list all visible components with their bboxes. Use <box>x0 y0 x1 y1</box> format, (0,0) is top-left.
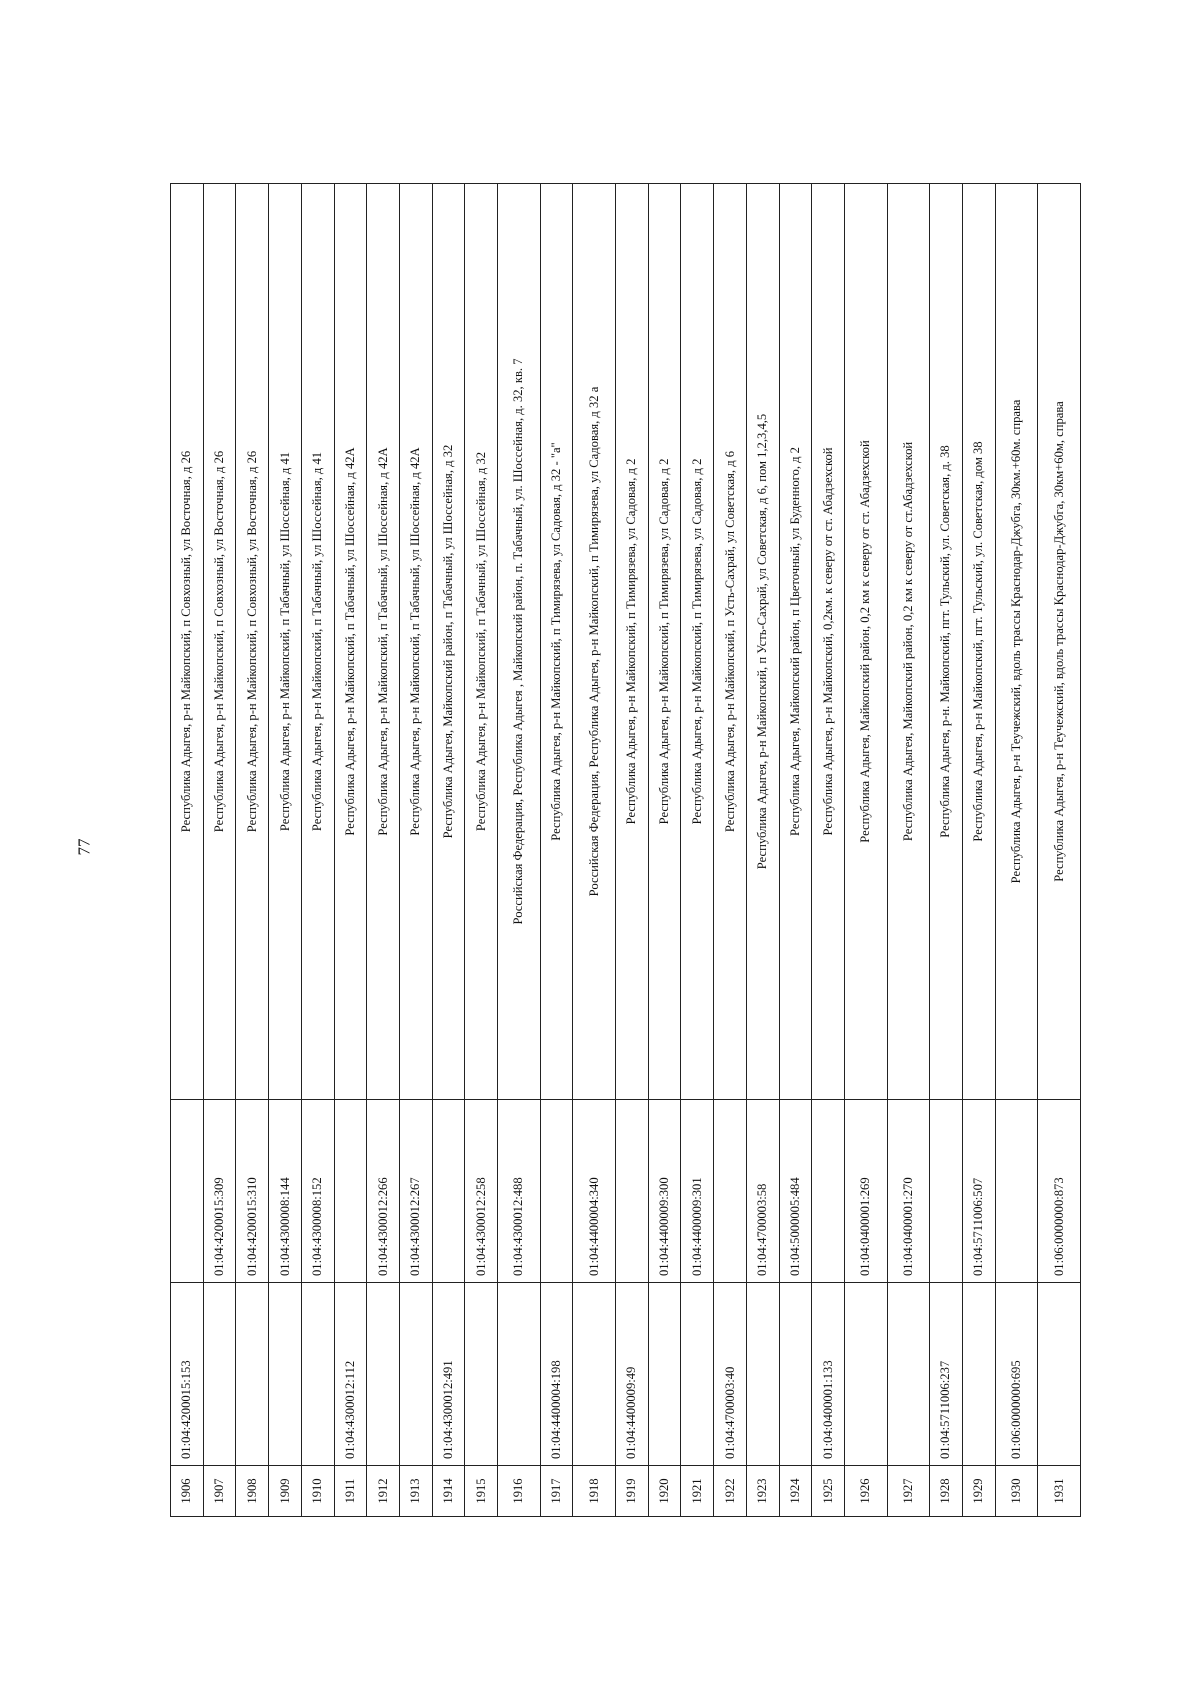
address-cell: Республика Адыгея, р-н Майкопский, п Совхозный, ул Восточная, д 26 <box>203 184 236 1100</box>
row-number-cell: 1914 <box>432 1466 465 1517</box>
related-cadastral-cell: 01:04:4300012:258 <box>465 1100 498 1283</box>
page-number: 77 <box>74 838 93 856</box>
cadastral-number-cell <box>400 1283 433 1466</box>
table-row <box>400 184 433 1517</box>
row-number-cell: 1907 <box>203 1466 236 1517</box>
row-number-cell: 1915 <box>465 1466 498 1517</box>
cadastral-number-cell <box>779 1283 812 1466</box>
row-number-cell: 1928 <box>930 1466 963 1517</box>
address-cell: Республика Адыгея, р-н Майкопский, п Усть-Сахрай, ул Советская, д 6, пом 1,2,3,4,5 <box>746 184 779 1100</box>
table-row <box>714 184 747 1517</box>
address-cell: Республика Адыгея, р-н Майкопский, п Табачный, ул Шоссейная, д 41 <box>269 184 302 1100</box>
table-row <box>203 184 236 1517</box>
table-row <box>236 184 269 1517</box>
table-row <box>616 184 649 1517</box>
related-cadastral-cell: 01:04:4300008:144 <box>269 1100 302 1283</box>
cadastral-number-cell <box>465 1283 498 1466</box>
table-row <box>1038 184 1081 1517</box>
cadastral-number-cell: 01:04:4300012:112 <box>334 1283 367 1466</box>
row-number-cell: 1925 <box>812 1466 845 1517</box>
related-cadastral-cell <box>714 1100 747 1283</box>
related-cadastral-cell: 01:04:5711006:507 <box>962 1100 995 1283</box>
related-cadastral-cell: 01:04:4400004:340 <box>573 1100 616 1283</box>
address-cell: Республика Адыгея, Майкопский район, 0,2 км к северу от ст.Абадзехской <box>887 184 930 1100</box>
cadastral-number-cell <box>301 1283 334 1466</box>
related-cadastral-cell: 01:04:4300012:266 <box>367 1100 400 1283</box>
related-cadastral-cell: 01:04:4200015:309 <box>203 1100 236 1283</box>
cadastral-number-cell <box>962 1283 995 1466</box>
cadastral-number-cell <box>498 1283 541 1466</box>
cadastral-number-cell <box>746 1283 779 1466</box>
row-number-cell: 1920 <box>648 1466 681 1517</box>
table-row <box>681 184 714 1517</box>
related-cadastral-cell <box>930 1100 963 1283</box>
related-cadastral-cell <box>616 1100 649 1283</box>
cadastral-number-cell: 01:04:4400004:198 <box>540 1283 573 1466</box>
table-row <box>301 184 334 1517</box>
rotated-table-wrapper <box>170 184 1081 1517</box>
cadastral-number-cell: 01:04:4300012:491 <box>432 1283 465 1466</box>
address-cell: Республика Адыгея, р-н Майкопский, п Совхозный, ул Восточная, д 26 <box>236 184 269 1100</box>
related-cadastral-cell <box>540 1100 573 1283</box>
row-number-cell: 1912 <box>367 1466 400 1517</box>
related-cadastral-cell: 01:04:5000005:484 <box>779 1100 812 1283</box>
row-number-cell: 1931 <box>1038 1466 1081 1517</box>
address-cell: Республика Адыгея, р-н Майкопский, п Тимирязева, ул Садовая, д 2 <box>616 184 649 1100</box>
table-row <box>930 184 963 1517</box>
cadastral-number-cell <box>648 1283 681 1466</box>
cadastral-number-cell <box>269 1283 302 1466</box>
cadastral-number-cell <box>681 1283 714 1466</box>
row-number-cell: 1916 <box>498 1466 541 1517</box>
table-row <box>779 184 812 1517</box>
address-cell: Республика Адыгея, Майкопский район, п Табачный, ул Шоссейная, д 32 <box>432 184 465 1100</box>
address-cell: Республика Адыгея, р-н Майкопский, п Тимирязева, ул Садовая, д 32 - "а" <box>540 184 573 1100</box>
related-cadastral-cell: 01:04:4300012:488 <box>498 1100 541 1283</box>
address-cell: Республика Адыгея, р-н Майкопский, п Тимирязева, ул Садовая, д 2 <box>681 184 714 1100</box>
address-cell: Республика Адыгея, р-н Майкопский, п Табачный, ул Шоссейная, д 42А <box>367 184 400 1100</box>
related-cadastral-cell: 01:04:4700003:58 <box>746 1100 779 1283</box>
related-cadastral-cell: 01:06:0000000:873 <box>1038 1100 1081 1283</box>
address-cell: Республика Адыгея, р-н Майкопский, п Табачный, ул Шоссейная, д 32 <box>465 184 498 1100</box>
cadastral-number-cell: 01:04:0400001:133 <box>812 1283 845 1466</box>
address-cell: Российская Федерация, Республика Адыгея , Майкопский район, п. Табачный, ул. Шоссейная, д. 32, кв. 7 <box>498 184 541 1100</box>
related-cadastral-cell: 01:04:4300012:267 <box>400 1100 433 1283</box>
table-row <box>648 184 681 1517</box>
related-cadastral-cell: 01:04:4200015:310 <box>236 1100 269 1283</box>
cadastral-number-cell <box>573 1283 616 1466</box>
address-cell: Республика Адыгея, р-н. Майкопский, пгт. Тульский, ул. Советская, д. 38 <box>930 184 963 1100</box>
table-row <box>995 184 1038 1517</box>
table-row <box>171 184 204 1517</box>
cadastral-number-cell: 01:04:4700003:40 <box>714 1283 747 1466</box>
row-number-cell: 1913 <box>400 1466 433 1517</box>
related-cadastral-cell <box>995 1100 1038 1283</box>
related-cadastral-cell: 01:04:4400009:300 <box>648 1100 681 1283</box>
address-cell: Республика Адыгея, р-н Майкопский, п Табачный, ул Шоссейная, д 41 <box>301 184 334 1100</box>
row-number-cell: 1929 <box>962 1466 995 1517</box>
address-cell: Республика Адыгея, Майкопский район, п Цветочный, ул Буденного, д 2 <box>779 184 812 1100</box>
cadastral-number-cell: 01:04:4200015:153 <box>171 1283 204 1466</box>
table-row <box>812 184 845 1517</box>
table-row <box>498 184 541 1517</box>
row-number-cell: 1919 <box>616 1466 649 1517</box>
row-number-cell: 1911 <box>334 1466 367 1517</box>
address-cell: Республика Адыгея, р-н Майкопский, п Усть-Сахрай, ул Советская, д 6 <box>714 184 747 1100</box>
row-number-cell: 1908 <box>236 1466 269 1517</box>
row-number-cell: 1926 <box>845 1466 888 1517</box>
related-cadastral-cell: 01:04:4400009:301 <box>681 1100 714 1283</box>
table-row <box>887 184 930 1517</box>
address-cell: Республика Адыгея, Майкопский район, 0,2 км к северу от ст. Абадзехской <box>845 184 888 1100</box>
related-cadastral-cell: 01:04:4300008:152 <box>301 1100 334 1283</box>
cadastral-number-cell <box>203 1283 236 1466</box>
cadastral-number-cell: 01:04:5711006:237 <box>930 1283 963 1466</box>
cadastral-number-cell <box>236 1283 269 1466</box>
related-cadastral-cell <box>812 1100 845 1283</box>
row-number-cell: 1918 <box>573 1466 616 1517</box>
row-number-cell: 1927 <box>887 1466 930 1517</box>
address-cell: Российская Федерация, Республика Адыгея, р-н Майкопский, п Тимирязева, ул Садовая, д 32 а <box>573 184 616 1100</box>
table-row <box>367 184 400 1517</box>
row-number-cell: 1922 <box>714 1466 747 1517</box>
row-number-cell: 1906 <box>171 1466 204 1517</box>
row-number-cell: 1921 <box>681 1466 714 1517</box>
table-row <box>746 184 779 1517</box>
address-cell: Республика Адыгея, р-н Майкопский, п Табачный, ул Шоссейная, д 42А <box>400 184 433 1100</box>
related-cadastral-cell <box>334 1100 367 1283</box>
table-row <box>465 184 498 1517</box>
table-row <box>269 184 302 1517</box>
address-cell: Республика Адыгея, р-н Майкопский, п Тимирязева, ул Садовая, д 2 <box>648 184 681 1100</box>
table-body <box>171 184 1081 1517</box>
address-cell: Республика Адыгея, р-н Майкопский, пгт. Тульский, ул. Советская, дом 38 <box>962 184 995 1100</box>
cadastral-number-cell <box>1038 1283 1081 1466</box>
table-row <box>962 184 995 1517</box>
cadastral-number-cell <box>367 1283 400 1466</box>
row-number-cell: 1910 <box>301 1466 334 1517</box>
related-cadastral-cell <box>432 1100 465 1283</box>
row-number-cell: 1924 <box>779 1466 812 1517</box>
table-row <box>845 184 888 1517</box>
row-number-cell: 1917 <box>540 1466 573 1517</box>
address-cell: Республика Адыгея, р-н Майкопский, п Табачный, ул Шоссейная, д 42А <box>334 184 367 1100</box>
address-cell: Республика Адыгея, р-н Майкопский, 0,2км. к северу от ст. Абадзехской <box>812 184 845 1100</box>
cadastral-number-cell <box>845 1283 888 1466</box>
row-number-cell: 1923 <box>746 1466 779 1517</box>
address-cell: Республика Адыгея, р-н Теучежский, вдоль трассы Краснодар-Джубга, 30км.+60м. справа <box>995 184 1038 1100</box>
cadastral-number-cell <box>887 1283 930 1466</box>
table-row <box>432 184 465 1517</box>
table-row <box>573 184 616 1517</box>
row-number-cell: 1930 <box>995 1466 1038 1517</box>
related-cadastral-cell: 01:04:0400001:269 <box>845 1100 888 1283</box>
cadastral-number-cell: 01:04:4400009:49 <box>616 1283 649 1466</box>
address-cell: Республика Адыгея, р-н Майкопский, п Совхозный, ул Восточная, д 26 <box>171 184 204 1100</box>
related-cadastral-cell <box>171 1100 204 1283</box>
related-cadastral-cell: 01:04:0400001:270 <box>887 1100 930 1283</box>
address-cell: Республика Адыгея, р-н Теучежский, вдоль трассы Краснодар-Джубга, 30км+60м, справа <box>1038 184 1081 1100</box>
row-number-cell: 1909 <box>269 1466 302 1517</box>
table-row <box>540 184 573 1517</box>
cadastral-number-cell: 01:06:0000000:695 <box>995 1283 1038 1466</box>
property-table <box>170 183 1081 1517</box>
table-row <box>334 184 367 1517</box>
